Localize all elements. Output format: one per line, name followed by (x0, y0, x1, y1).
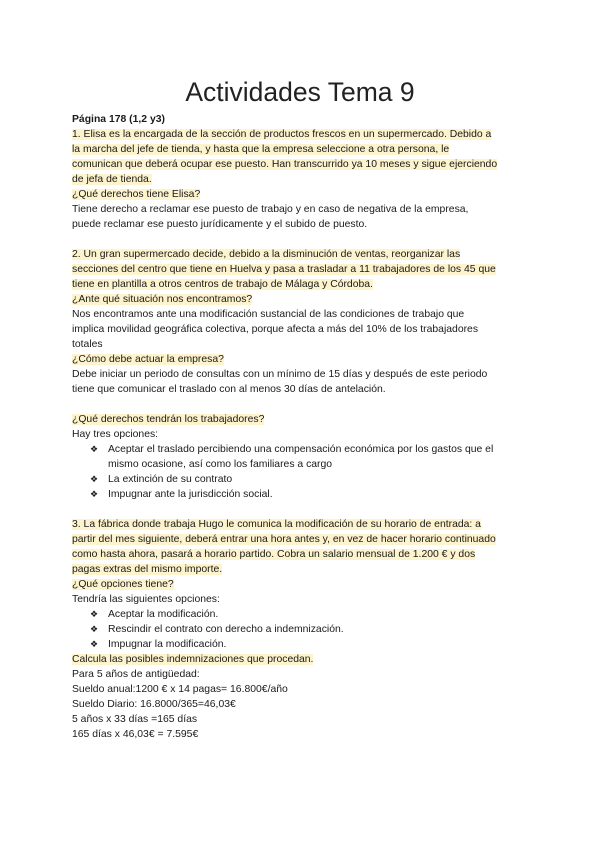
q2-question-c: ¿Qué derechos tendrán los trabajadores? (72, 414, 265, 425)
q3-question-a: ¿Qué opciones tiene? (72, 579, 174, 590)
q3-calc-line: 5 años x 33 días =165 días (72, 714, 198, 725)
q2-statement-line: 2. Un gran supermercado decide, debido a la disminución de ventas, reorganizar las (72, 249, 461, 260)
q3-calc-line: 165 días x 46,03€ = 7.595€ (72, 729, 199, 740)
list-item: ❖ Rescindir el contrato con derecho a indemnización. (90, 624, 344, 635)
q2-answer-a-line: implica movilidad geográfica colectiva, porque afecta a más del 10% de los trabajadores (72, 324, 479, 335)
list-item: ❖ Impugnar ante la jurisdicción social. (90, 489, 273, 500)
diamond-bullet-icon: ❖ (90, 489, 99, 499)
q1-answer-line: Tiene derecho a reclamar ese puesto de trabajo y en caso de negativa de la empresa, (72, 204, 469, 215)
q2-question-a: ¿Ante qué situación nos encontramos? (72, 294, 253, 305)
diamond-bullet-icon: ❖ (90, 609, 99, 619)
q1-question: ¿Qué derechos tiene Elisa? (72, 189, 201, 200)
q3-calc-line: Sueldo anual:1200 € x 14 pagas= 16.800€/año (72, 684, 288, 695)
q2-answer-c-intro: Hay tres opciones: (72, 429, 159, 440)
q2-statement-line: secciones del centro que tiene en Huelva y pasa a trasladar a 11 trabajadores de los 45 que (72, 264, 496, 275)
list-item: ❖ Impugnar la modificación. (90, 639, 227, 650)
list-item: ❖ La extinción de su contrato (90, 474, 233, 485)
q2-statement-line: tiene en plantilla a otros centros de trabajo de Málaga y Córdoba. (72, 279, 373, 290)
q3-statement-line: partir del mes siguiente, deberá entrar una hora antes y, en vez de hacer horario continuado (72, 534, 496, 545)
q1-statement-line: 1. Elisa es la encargada de la sección de productos frescos en un supermercado. Debido a (72, 129, 492, 140)
q3-calc-line: Sueldo Diario: 16.8000/365=46,03€ (72, 699, 236, 710)
page-reference: Página 178 (1,2 y3) (72, 114, 165, 125)
q2-answer-a-line: Nos encontramos ante una modificación sustancial de las condiciones de trabajo que (72, 309, 465, 320)
q3-answer-a-intro: Tendría las siguientes opciones: (72, 594, 220, 605)
q2-question-b: ¿Cómo debe actuar la empresa? (72, 354, 224, 365)
diamond-bullet-icon: ❖ (90, 639, 99, 649)
page-title: Actividades Tema 9 (185, 77, 415, 107)
question-3 (72, 517, 528, 742)
q1-answer-line: puede reclamar ese puesto jurídicamente y el subido de puesto. (72, 219, 368, 230)
q1-statement-line: la marcha del jefe de tienda, y hasta que la empresa seleccione a otra persona, le (72, 144, 450, 155)
diamond-bullet-icon: ❖ (90, 474, 99, 484)
q2-answer-b-line: tiene que comunicar el traslado con al menos 30 días de antelación. (72, 384, 386, 395)
document-body (72, 112, 528, 742)
diamond-bullet-icon: ❖ (90, 624, 99, 634)
q3-question-b: Calcula las posibles indemnizaciones que procedan. (72, 654, 314, 665)
q3-statement-line: pagas extras del mismo importe. (72, 564, 223, 575)
q3-options-list (72, 607, 528, 652)
q3-calc-line: Para 5 años de antigüedad: (72, 669, 200, 680)
q2-options-list (72, 442, 528, 502)
question-1 (72, 127, 528, 232)
list-item: ❖ Aceptar el traslado percibiendo una compensación económica por los gastos que el mismo ocasione, así como los familiares a cargo (90, 444, 494, 470)
q1-statement-line: de jefa de tienda. (72, 174, 152, 185)
q3-statement-line: 3. La fábrica donde trabaja Hugo le comunica la modificación de su horario de entrada: a (72, 519, 481, 530)
q1-statement-line: comunican que deberá ocupar ese puesto. Han transcurrido ya 10 meses y sigue ejerciendo (72, 159, 498, 170)
q2-answer-b-line: Debe iniciar un periodo de consultas con un mínimo de 15 días y después de este periodo (72, 369, 488, 380)
diamond-bullet-icon: ❖ (90, 444, 99, 454)
list-item: ❖ Aceptar la modificación. (90, 609, 219, 620)
question-2 (72, 247, 528, 502)
q3-statement-line: como hasta ahora, pasará a horario partido. Cobra un salario mensual de 1.200 € y dos (72, 549, 476, 560)
q2-answer-a-line: totales (72, 339, 103, 350)
